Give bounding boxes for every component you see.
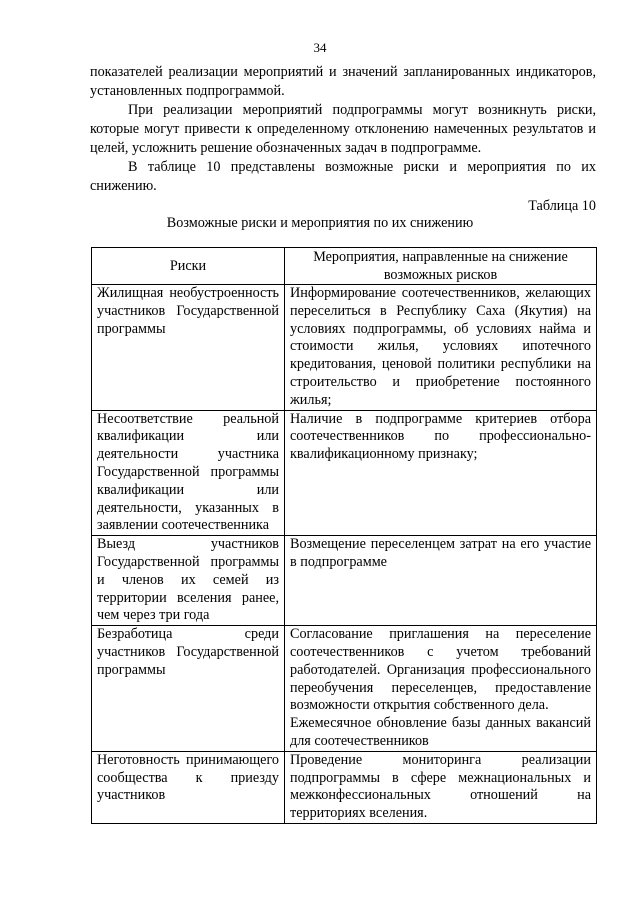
table-header-row	[92, 248, 597, 285]
risk-cell: Безработица среди участников Государственной программы	[92, 626, 285, 752]
page-number: 34	[313, 40, 327, 55]
risk-cell: Жилищная необустроенность участников Государственной программы	[92, 285, 285, 411]
paragraph-1: показателей реализации мероприятий и значений запланированных индикаторов, установленных подпрограммой.	[90, 64, 596, 99]
measure-text: Согласование приглашения на переселение соотечественников с учетом требований работодателей. Организация профессионального переобучения переселенцев, предоставление возможности открытия собственного дела.	[290, 626, 591, 714]
paragraph-2: При реализации мероприятий подпрограммы могут возникнуть риски, которые могут привести к определенному отклонению намеченных результатов и целей, усложнить решение обозначенных задач в подпрограмме.	[90, 102, 596, 156]
table-row	[92, 626, 597, 752]
measure-text: Проведение мониторинга реализации подпрограммы в сфере межнациональных и межконфессиональных отношений на территориях вселения.	[290, 751, 591, 822]
measure-text: Ежемесячное обновление базы данных вакансий для соотечественников	[290, 715, 591, 749]
table-title: Возможные риски и мероприятия по их снижению	[166, 215, 474, 231]
measures-cell	[285, 626, 597, 752]
paragraph-3: В таблице 10 представлены возможные риски и мероприятия по их снижению.	[90, 159, 596, 194]
measure-text: Возмещение переселенцем затрат на его участие в подпрограмме	[290, 536, 591, 570]
measures-cell	[285, 751, 597, 823]
table-row	[92, 410, 597, 536]
risk-cell: Выезд участников Государственной программы и членов их семей из территории вселения ранее, чем через три года	[92, 536, 285, 626]
measure-text: Наличие в подпрограмме критериев отбора соотечественников по профессионально-квалификационному признаку;	[290, 410, 591, 463]
table-label: Таблица 10	[528, 198, 596, 214]
measure-text: Информирование соотечественников, желающих переселиться в Республику Саха (Якутия) на условиях подпрограммы, об условиях найма и стоимости жилья, условиях ипотечного кредитования, ценовой политики республики на строительство и приобретение постоянного жилья;	[290, 285, 591, 408]
measures-cell	[285, 285, 597, 411]
measures-cell	[285, 410, 597, 536]
risk-cell: Неготовность принимающего сообщества к приезду участников	[92, 751, 285, 823]
risk-cell: Несоответствие реальной квалификации или деятельности участника Государственной программы квалификации или деятельности, указанных в заявлении соотечественника	[92, 410, 285, 536]
header-risks: Риски	[92, 248, 285, 285]
table-row	[92, 536, 597, 626]
risks-table	[91, 247, 597, 824]
table-row	[92, 285, 597, 411]
body-text	[90, 63, 596, 196]
table-row	[92, 751, 597, 823]
header-measures: Мероприятия, направленные на снижение возможных рисков	[285, 248, 597, 285]
measures-cell	[285, 536, 597, 626]
